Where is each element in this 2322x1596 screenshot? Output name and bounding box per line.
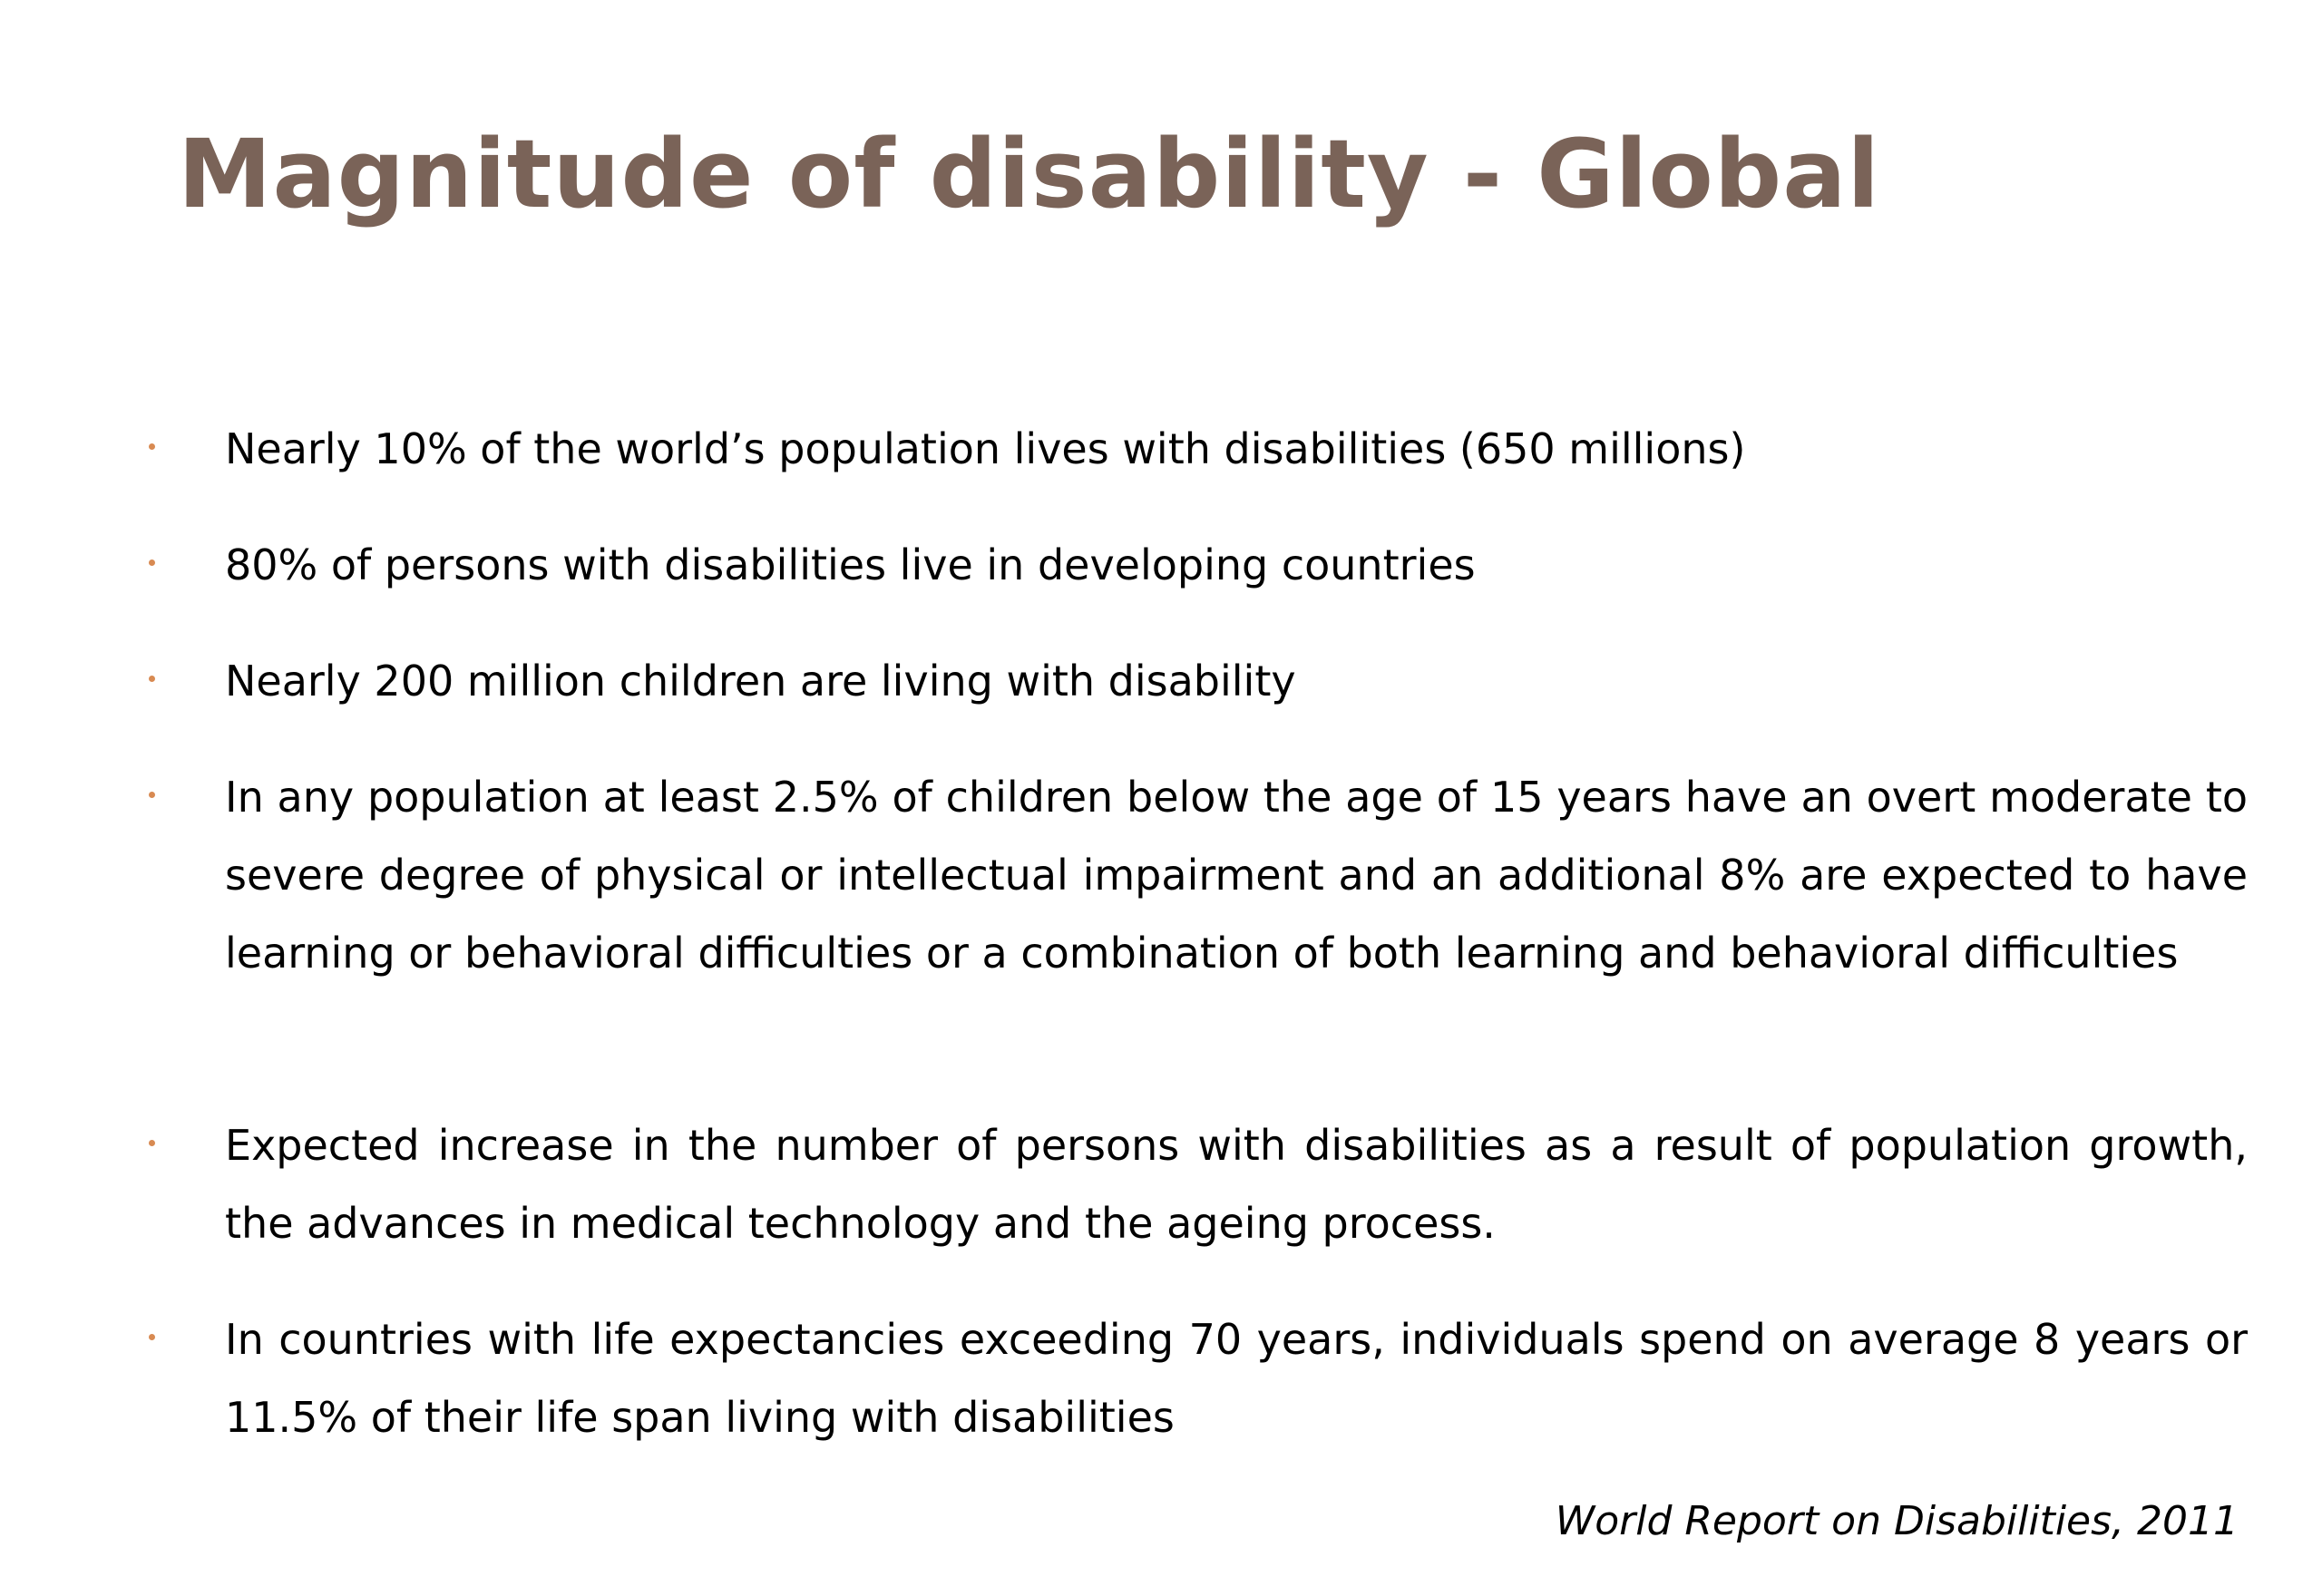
bullet-marker-icon <box>149 792 155 798</box>
slide-title: Magnitude of disability - Global <box>178 119 1881 229</box>
bullet-text: 80% of persons with disabilities live in developing countries <box>225 540 1476 589</box>
bullet-text: In countries with life expectancies exceeding 70 years, individuals spend on average 8 years or 11.5% of their life span living with disabilities <box>225 1315 2248 1442</box>
bullet-item <box>225 1300 2248 1456</box>
bullet-text: Expected increase in the number of persons with disabilities as a result of population growth, the advances in medical technology and the ageing process. <box>225 1121 2248 1248</box>
bullet-text: Nearly 200 million children are living with disability <box>225 657 1296 706</box>
bullet-marker-icon <box>149 1334 155 1340</box>
bullet-item <box>225 526 2248 604</box>
bullet-item <box>225 758 2248 992</box>
bullet-text: In any population at least 2.5% of children below the age of 15 years have an overt moderate to severe degree of physical or intellectual impairment and an additional 8% are expected to have learning or behavioral difficulties or a combination of both learning and behavioral difficulties <box>225 773 2248 978</box>
bullet-marker-icon <box>149 560 155 566</box>
bullet-marker-icon <box>149 676 155 682</box>
bullet-item <box>225 642 2248 720</box>
bullet-marker-icon <box>149 443 155 450</box>
bullet-item <box>225 410 2248 488</box>
citation: World Report on Disabilities, 2011 <box>1555 1498 2239 1544</box>
bullet-marker-icon <box>149 1140 155 1146</box>
bullet-text: Nearly 10% of the world’s population lives with disabilities (650 millions) <box>225 424 1746 473</box>
bullet-item <box>225 1106 2248 1262</box>
